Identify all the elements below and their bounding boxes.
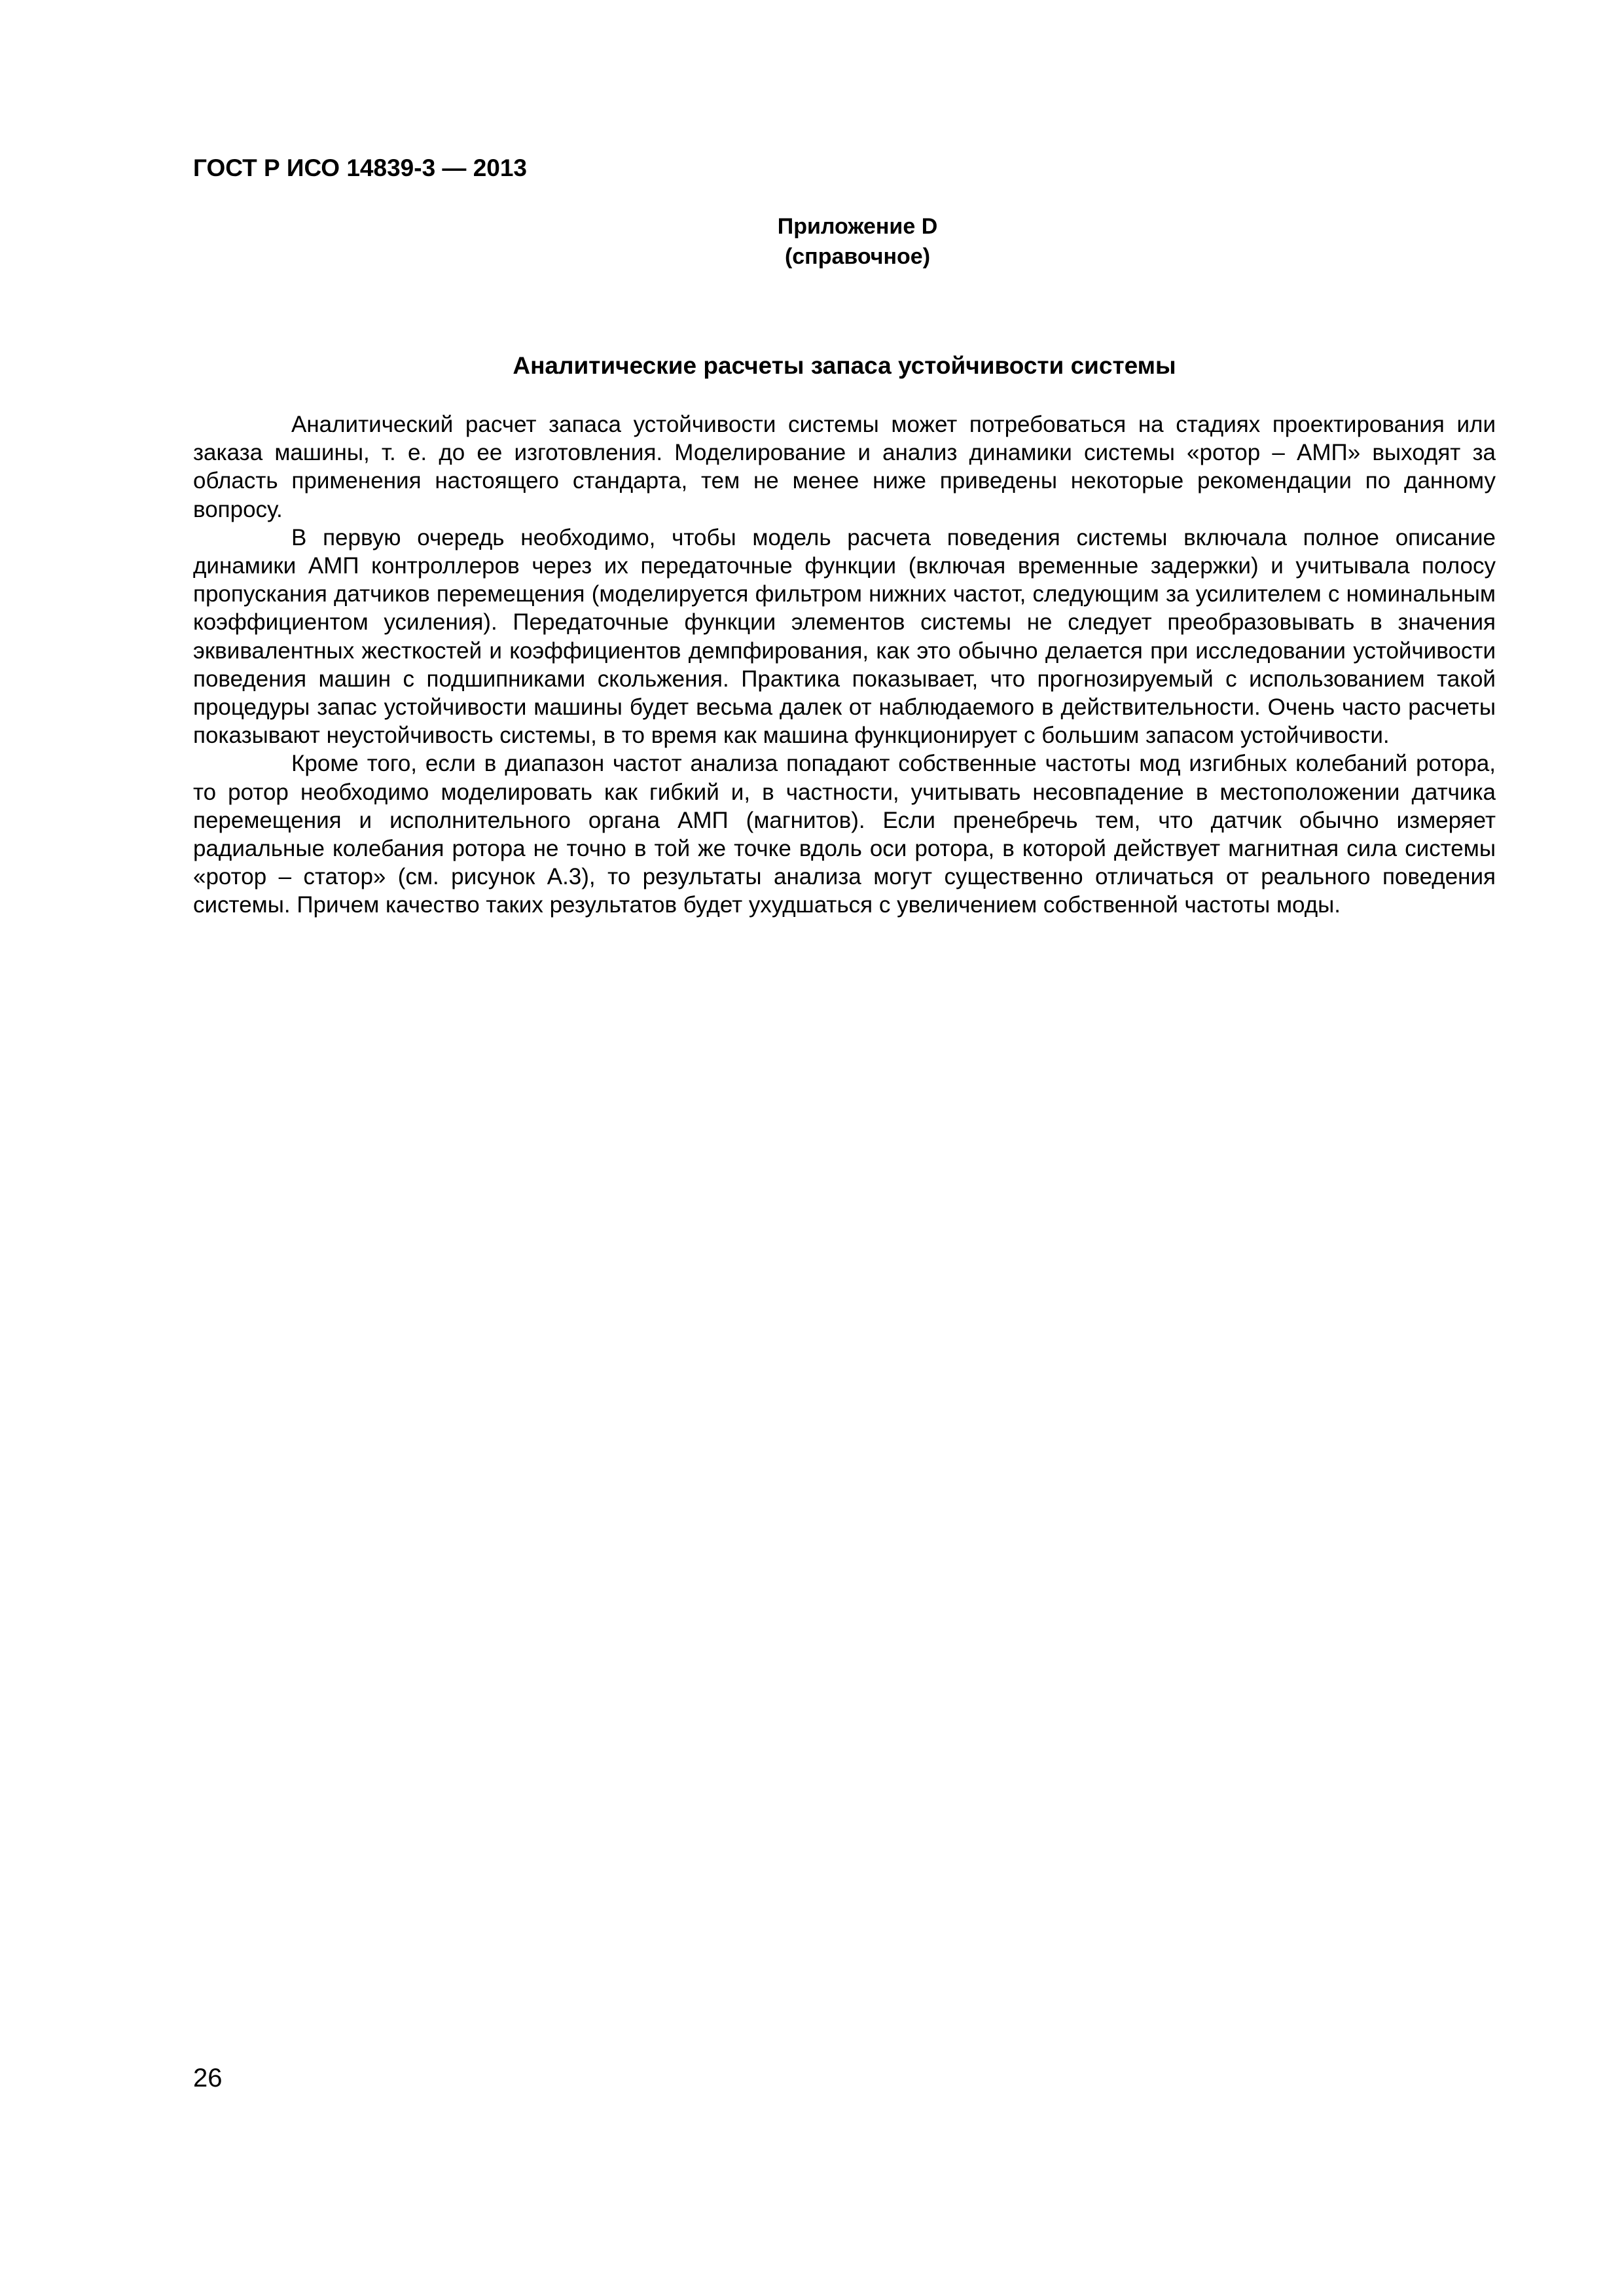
document-header: ГОСТ Р ИСО 14839-3 — 2013 xyxy=(193,154,528,181)
paragraph: Аналитический расчет запаса устойчивости системы может потребоваться на стадиях проектирования или заказа машины, т. е. до ее изготовления. Моделирование и анализ динамики системы «ротор – АМП» выходят за область применения настоящего стандарта, тем не менее ниже приведены некоторые рекомендации по данному вопросу. xyxy=(193,412,1496,522)
section-title: Аналитические расчеты запаса устойчивости системы xyxy=(513,352,1176,379)
paragraph: Кроме того, если в диапазон частот анализа попадают собственные частоты мод изгибных колебаний ротора, то ротор необходимо моделировать как гибкий и, в частности, учитывать несовпадение в местоположении датчика перемещения и исполнительного органа АМП (магнитов). Если пренебречь тем, что датчик обычно измеряет радиальные колебания ротора не точно в той же точке вдоль оси ротора, в которой действует магнитная сила системы «ротор – статор» (см. рисунок А.3), то результаты анализа могут существенно отличаться от реального поведения системы. Причем качество таких результатов будет ухудшаться с увеличением собственной частоты моды. xyxy=(193,751,1496,918)
body-text xyxy=(193,410,1496,920)
annex-heading xyxy=(681,211,1034,272)
paragraph: В первую очередь необходимо, чтобы модель расчета поведения системы включала полное описание динамики АМП контроллеров через их передаточные функции (включая временные задержки) и учитывала полосу пропускания датчиков перемещения (моделируется фильтром нижних частот, следующим за усилителем с номинальным коэффициентом усиления). Передаточные функции элементов системы не следует преобразовывать в значения эквивалентных жесткостей и коэффициентов демпфирования, как это обычно делается при исследовании устойчивости поведения машин с подшипниками скольжения. Практика показывает, что прогнозируемый с использованием такой процедуры запас устойчивости машины будет весьма далек от наблюдаемого в действительности. Очень часто расчеты показывают неустойчивость системы, в то время как машина функционирует с большим запасом устойчивости. xyxy=(193,524,1496,749)
annex-title: Приложение D xyxy=(777,214,938,239)
annex-status: (справочное) xyxy=(784,244,931,269)
page-number: 26 xyxy=(193,2064,223,2092)
